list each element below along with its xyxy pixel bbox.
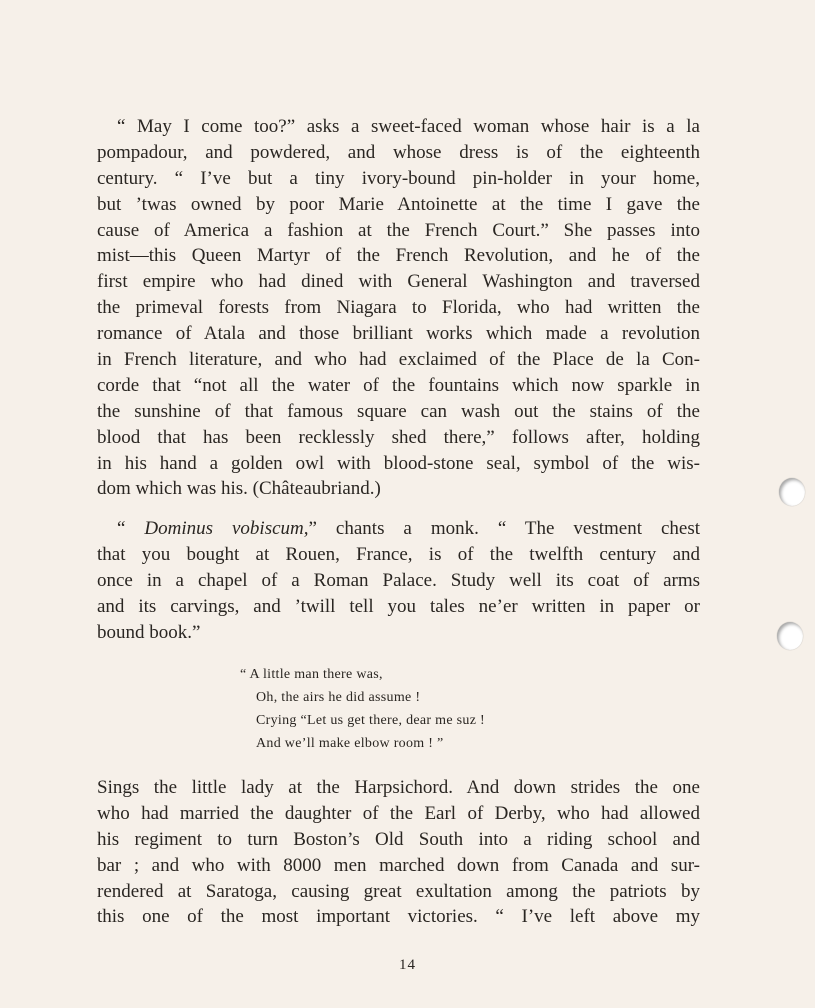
paragraph-monk: [97, 516, 700, 645]
text-line: rendered at Saratoga, causing great exultation among the patriots by: [97, 880, 700, 902]
text-line: dom which was his. (Châteaubriand.): [97, 478, 381, 500]
verse-block: [240, 663, 485, 755]
text-line: who had married the daughter of the Earl of Derby, who had allowed: [97, 802, 700, 824]
text-line: the sunshine of that famous square can wash out the stains of the: [97, 400, 700, 422]
text-line: this one of the most important victories. “ I’ve left above my: [97, 906, 700, 928]
text-line: bar ; and who with 8000 men marched down from Canada and sur-: [97, 854, 700, 876]
verse-line: “ A little man there was,: [240, 667, 383, 682]
text-line: [97, 516, 700, 542]
page-number: 14: [399, 957, 416, 973]
text-line: century. “ I’ve but a tiny ivory-bound pin-holder in your home,: [97, 167, 700, 189]
text-line: first empire who had dined with General Washington and traversed: [97, 271, 700, 293]
text-line: Sings the little lady at the Harpsichord. And down strides the one: [97, 777, 700, 798]
punch-hole: [779, 478, 805, 506]
paragraph-harpsichord: [97, 775, 700, 930]
text-line: blood that has been recklessly shed there,” follows after, holding: [97, 426, 700, 448]
paragraph-chateaubriand: [97, 114, 700, 502]
text-line: romance of Atala and those brilliant works which made a revolution: [97, 323, 700, 345]
verse-line: Crying “Let us get there, dear me suz !: [256, 713, 486, 728]
verse-line: Oh, the airs he did assume !: [256, 690, 421, 705]
text-line: pompadour, and powdered, and whose dress is of the eighteenth: [97, 141, 700, 163]
text-line: “ May I come too?” asks a sweet-faced woman whose hair is a la: [117, 116, 700, 137]
text-line: bound book.”: [97, 621, 201, 643]
text-line: mist—this Queen Martyr of the French Revolution, and he of the: [97, 245, 700, 267]
latin-phrase: Dominus vobiscum,: [144, 518, 309, 539]
punch-hole: [777, 622, 803, 650]
text-line: that you bought at Rouen, France, is of the twelfth century and: [97, 543, 700, 565]
text-line: corde that “not all the water of the fountains which now sparkle in: [97, 374, 700, 396]
text-line: his regiment to turn Boston’s Old South into a riding school and: [97, 828, 700, 850]
line-rest: ” chants a monk. “ The vestment chest: [308, 518, 700, 539]
verse-line: And we’ll make elbow room ! ”: [256, 736, 444, 751]
text-line: in French literature, and who had exclaimed of the Place de la Con-: [97, 349, 700, 371]
text-line: but ’twas owned by poor Marie Antoinette at the time I gave the: [97, 193, 700, 215]
quote-open: “: [117, 518, 145, 539]
text-line: in his hand a golden owl with blood-stone seal, symbol of the wis-: [97, 452, 700, 474]
text-line: cause of America a fashion at the French Court.” She passes into: [97, 219, 700, 241]
text-line: and its carvings, and ’twill tell you tales ne’er written in paper or: [97, 595, 700, 617]
text-line: the primeval forests from Niagara to Florida, who had written the: [97, 297, 700, 319]
text-line: once in a chapel of a Roman Palace. Study well its coat of arms: [97, 569, 700, 591]
